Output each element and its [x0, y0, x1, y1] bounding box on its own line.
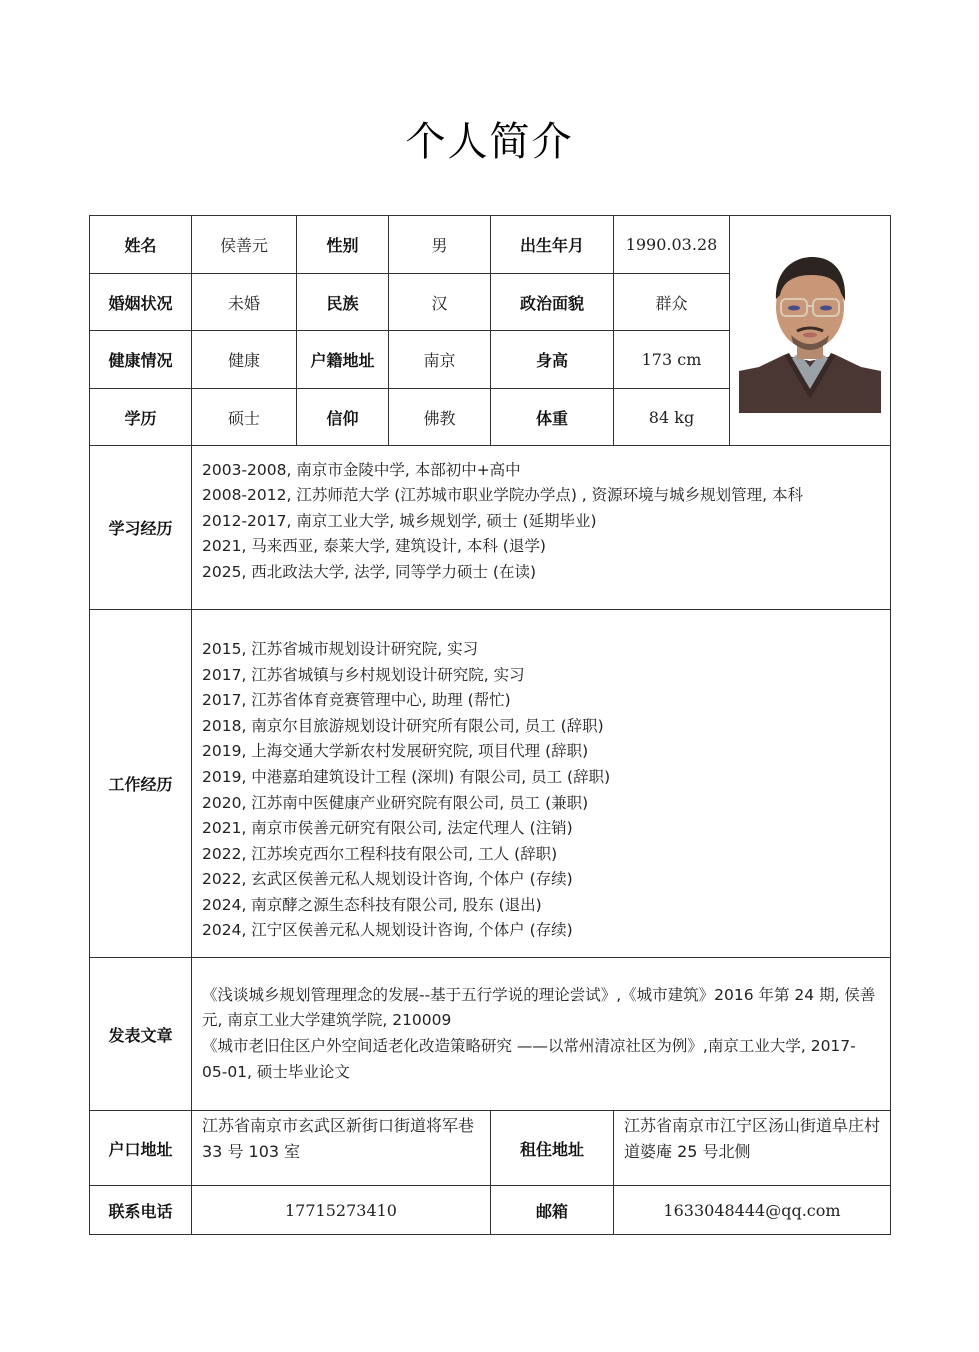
name-label: 姓名 — [89, 215, 192, 274]
work-item: 2015, 江苏省城市规划设计研究院, 实习 — [202, 639, 479, 658]
page-title: 个人简介 — [405, 119, 574, 165]
education-item: 2008-2012, 江苏师范大学 (江苏城市职业学院办学点) , 资源环境与城乡规划管理, 本科 — [202, 486, 803, 505]
height-value: 173 cm — [613, 330, 730, 389]
hukou-label: 户籍地址 — [296, 330, 389, 389]
work-item: 2024, 南京酵之源生态科技有限公司, 股东 (退出) — [202, 895, 542, 914]
height-label: 身高 — [490, 330, 614, 389]
work-item: 2017, 江苏省体育竞赛管理中心, 助理 (帮忙) — [202, 691, 511, 710]
name-value: 侯善元 — [191, 215, 297, 274]
work-item: 2017, 江苏省城镇与乡村规划设计研究院, 实习 — [202, 665, 525, 684]
birth-label: 出生年月 — [490, 215, 614, 274]
profile-photo — [739, 249, 881, 413]
work-label: 工作经历 — [89, 609, 192, 958]
registered-address-value: 江苏省南京市玄武区新街口街道将军巷 33 号 103 室 — [202, 1116, 475, 1161]
education-item: 2012-2017, 南京工业大学, 城乡规划学, 硕士 (延期毕业) — [202, 511, 597, 530]
rental-address-cell — [613, 1110, 891, 1186]
registered-address-cell — [191, 1110, 491, 1186]
marital-value: 未婚 — [191, 273, 297, 331]
political-label: 政治面貌 — [490, 273, 614, 331]
degree-label: 学历 — [89, 388, 192, 446]
work-item: 2020, 江苏南中医健康产业研究院有限公司, 员工 (兼职) — [202, 793, 589, 812]
degree-value: 硕士 — [191, 388, 297, 446]
rental-address-value: 江苏省南京市江宁区汤山街道阜庄村道婆庵 25 号北侧 — [624, 1116, 881, 1161]
ethnicity-value: 汉 — [388, 273, 491, 331]
education-section — [191, 445, 891, 610]
religion-label: 信仰 — [296, 388, 389, 446]
health-value: 健康 — [191, 330, 297, 389]
birth-value: 1990.03.28 — [613, 215, 730, 274]
education-item: 2025, 西北政法大学, 法学, 同等学力硕士 (在读) — [202, 562, 537, 581]
political-value: 群众 — [613, 273, 730, 331]
religion-value: 佛教 — [388, 388, 491, 446]
email-value: 1633048444@qq.com — [613, 1185, 891, 1235]
gender-value: 男 — [388, 215, 491, 274]
weight-label: 体重 — [490, 388, 614, 446]
work-item: 2019, 中港嘉珀建筑设计工程 (深圳) 有限公司, 员工 (辞职) — [202, 767, 611, 786]
weight-value: 84 kg — [613, 388, 730, 446]
email-label: 邮箱 — [490, 1185, 614, 1235]
work-item: 2024, 江宁区侯善元私人规划设计咨询, 个体户 (存续) — [202, 921, 573, 940]
work-item: 2021, 南京市侯善元研究有限公司, 法定代理人 (注销) — [202, 819, 573, 838]
work-section — [191, 609, 891, 958]
phone-value: 17715273410 — [191, 1185, 491, 1235]
hukou-value: 南京 — [388, 330, 491, 389]
work-item: 2019, 上海交通大学新农村发展研究院, 项目代理 (辞职) — [202, 742, 589, 761]
work-item: 2018, 南京尔目旅游规划设计研究所有限公司, 员工 (辞职) — [202, 716, 604, 735]
gender-label: 性别 — [296, 215, 389, 274]
rental-address-label: 租住地址 — [490, 1110, 614, 1186]
education-label: 学习经历 — [89, 445, 192, 610]
publications-section — [191, 957, 891, 1111]
photo-cell — [729, 215, 891, 446]
publications-label: 发表文章 — [89, 957, 192, 1111]
work-item: 2022, 江苏埃克西尔工程科技有限公司, 工人 (辞职) — [202, 844, 558, 863]
education-item: 2021, 马来西亚, 泰莱大学, 建筑设计, 本科 (退学) — [202, 537, 546, 556]
publication-item: 《城市老旧住区户外空间适老化改造策略研究 ——以常州清凉社区为例》,南京工业大学, 2017-05-01, 硕士毕业论文 — [202, 1037, 856, 1081]
health-label: 健康情况 — [89, 330, 192, 389]
education-item: 2003-2008, 南京市金陵中学, 本部初中+高中 — [202, 460, 521, 479]
ethnicity-label: 民族 — [296, 273, 389, 331]
registered-address-label: 户口地址 — [89, 1110, 192, 1186]
marital-label: 婚姻状况 — [89, 273, 192, 331]
work-item: 2022, 玄武区侯善元私人规划设计咨询, 个体户 (存续) — [202, 870, 573, 889]
phone-label: 联系电话 — [89, 1185, 192, 1235]
publication-item: 《浅谈城乡规划管理理念的发展--基于五行学说的理论尝试》,《城市建筑》2016 年第 24 期, 侯善元, 南京工业大学建筑学院, 210009 — [202, 985, 876, 1030]
